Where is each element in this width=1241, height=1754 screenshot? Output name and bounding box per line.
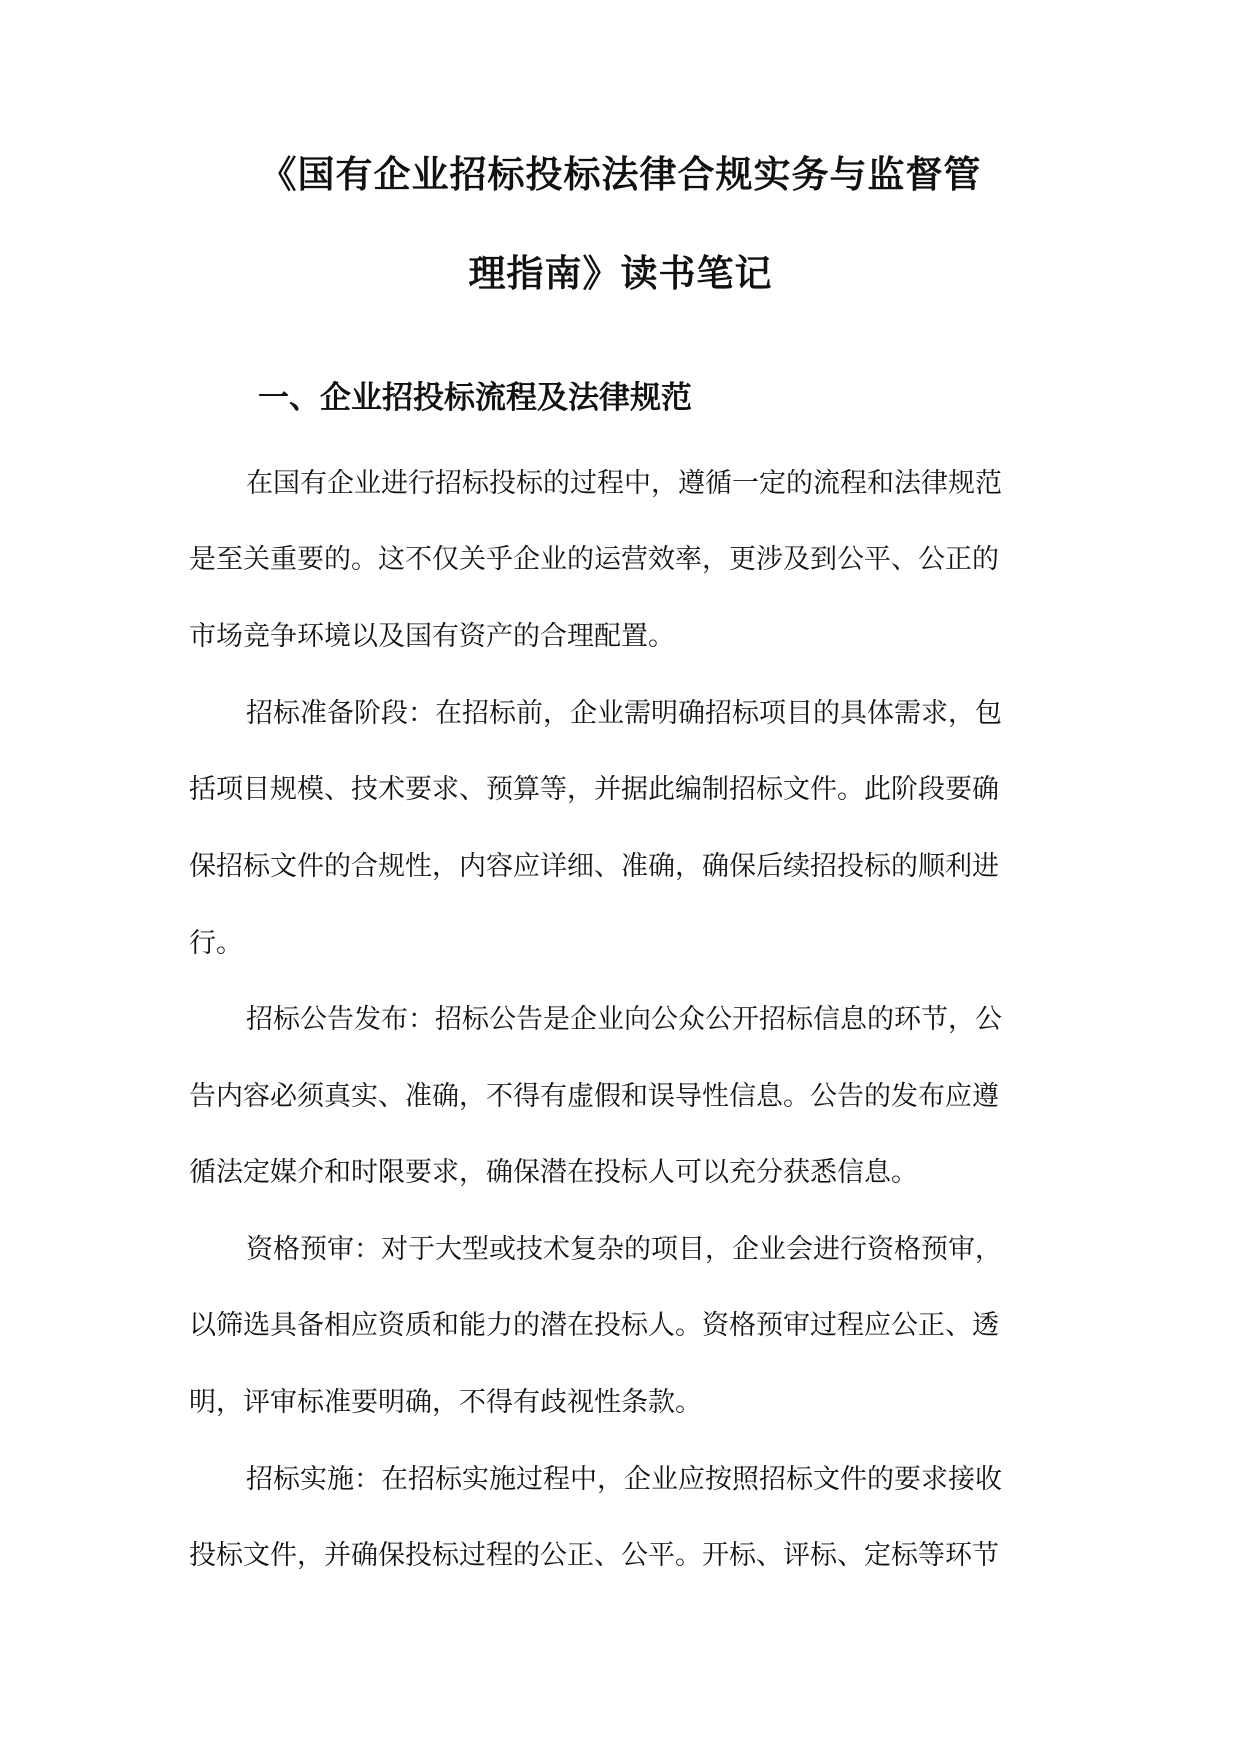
paragraph-line: 投标文件，并确保投标过程的公正、公平。开标、评标、定标等环节 bbox=[189, 1540, 999, 1571]
paragraph-line: 循法定媒介和时限要求，确保潜在投标人可以充分获悉信息。 bbox=[189, 1157, 918, 1188]
paragraph-line: 行。 bbox=[189, 928, 243, 959]
paragraph-line: 招标准备阶段：在招标前，企业需明确招标项目的具体需求，包 bbox=[246, 698, 1002, 729]
paragraph-line: 招标公告发布：招标公告是企业向公众公开招标信息的环节，公 bbox=[246, 1004, 1002, 1035]
paragraph-line: 资格预审：对于大型或技术复杂的项目，企业会进行资格预审， bbox=[246, 1234, 1002, 1265]
paragraph-line: 明，评审标准要明确，不得有歧视性条款。 bbox=[189, 1387, 702, 1418]
document-title-line-2: 理指南》读书笔记 bbox=[468, 252, 773, 295]
paragraph-line: 保招标文件的合规性，内容应详细、准确，确保后续招投标的顺利进 bbox=[189, 851, 999, 882]
paragraph-line: 招标实施：在招标实施过程中，企业应按照招标文件的要求接收 bbox=[246, 1464, 1002, 1495]
paragraph-line: 括项目规模、技术要求、预算等，并据此编制招标文件。此阶段要确 bbox=[189, 774, 999, 805]
section-heading: 一、企业招投标流程及法律规范 bbox=[258, 380, 692, 416]
paragraph-line: 市场竞争环境以及国有资产的合理配置。 bbox=[189, 621, 675, 652]
paragraph-line: 以筛选具备相应资质和能力的潜在投标人。资格预审过程应公正、透 bbox=[189, 1310, 999, 1341]
paragraph-line: 是至关重要的。这不仅关乎企业的运营效率，更涉及到公平、公正的 bbox=[189, 544, 999, 575]
paragraph-line: 告内容必须真实、准确，不得有虚假和误导性信息。公告的发布应遵 bbox=[189, 1081, 999, 1112]
document-title-line-1: 《国有企业招标投标法律合规实务与监督管 bbox=[259, 153, 982, 196]
paragraph-line: 在国有企业进行招标投标的过程中，遵循一定的流程和法律规范 bbox=[246, 468, 1002, 499]
